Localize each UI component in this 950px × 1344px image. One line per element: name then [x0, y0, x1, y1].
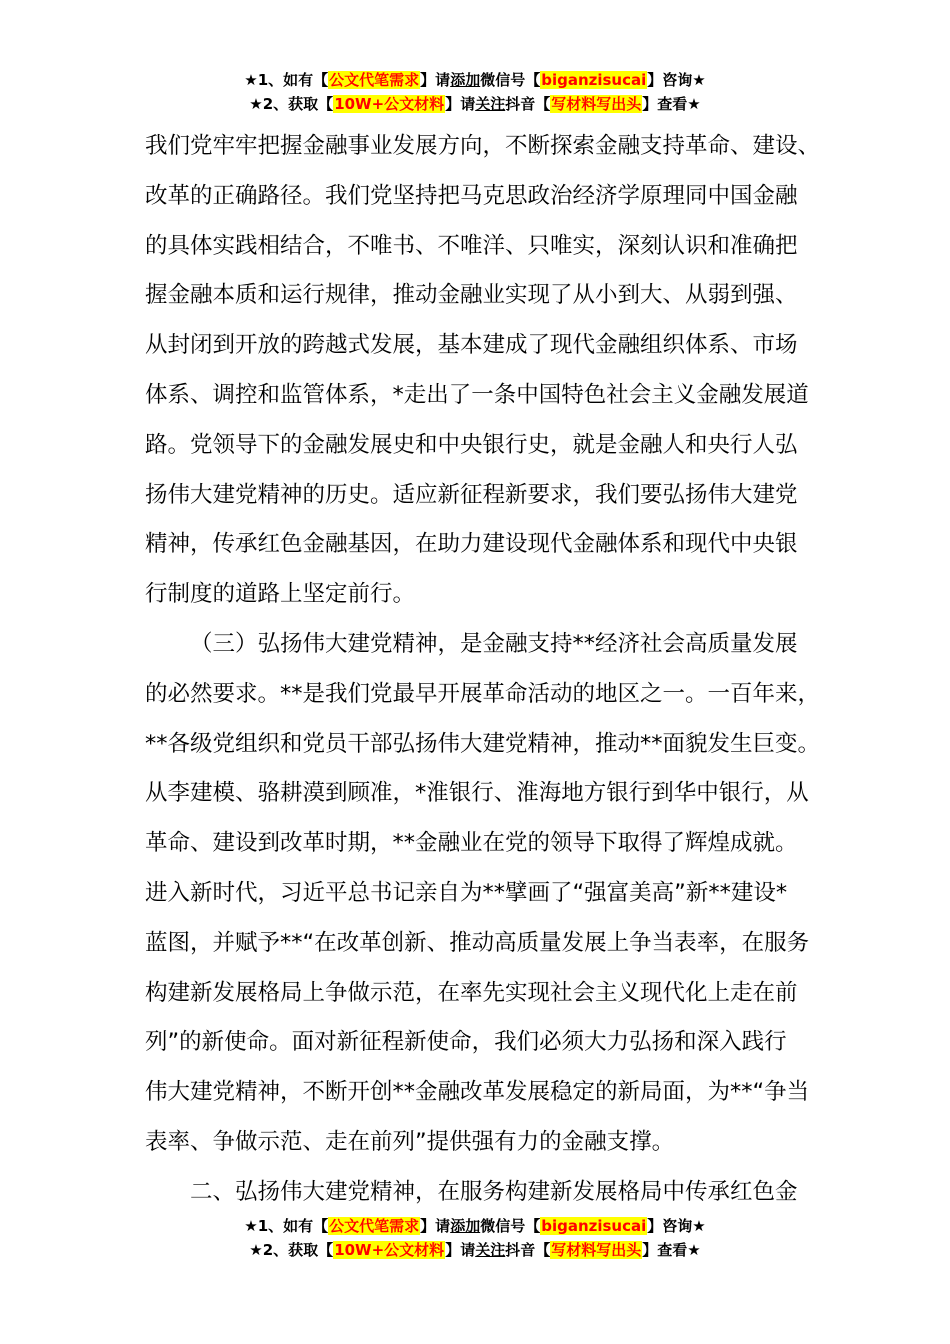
body-line: 的必然要求。**是我们党最早开展革命活动的地区之一。一百年来， [145, 680, 821, 707]
footer-banner [0, 1214, 950, 1262]
body-line: 列”的新使命。面对新征程新使命，我们必须大力弘扬和深入践行 [145, 1029, 787, 1056]
banner-text: 】请 [420, 71, 451, 89]
body-line: 行制度的道路上坚定前行。 [145, 581, 416, 608]
body-line: 握金融本质和运行规律，推动金融业实现了从小到大、从弱到强、 [145, 282, 798, 309]
banner-underlined-text: 关注 [475, 95, 506, 113]
banner-highlight: biganzisucai [541, 71, 647, 89]
banner-text: ★2、获取【 [249, 1241, 334, 1259]
body-line: 改革的正确路径。我们党坚持把马克思政治经济学原理同中国金融 [145, 182, 798, 209]
banner-highlight: 10W+公文材料 [334, 95, 445, 113]
banner-text: 】请 [445, 95, 476, 113]
banner-line-2 [0, 92, 950, 116]
body-line: 革命、建设到改革时期，**金融业在党的领导下取得了辉煌成就。 [145, 830, 798, 857]
banner-underlined-text: 添加 [450, 71, 481, 89]
banner-line-2 [0, 1238, 950, 1262]
banner-text: ★2、获取【 [249, 95, 334, 113]
body-line: 体系、调控和监管体系，*走出了一条中国特色社会主义金融发展道 [145, 381, 809, 408]
section-heading-line: （三）弘扬伟大建党精神，是金融支持**经济社会高质量发展 [190, 630, 798, 657]
body-line: **各级党组织和党员干部弘扬伟大建党精神，推动**面貌发生巨变。 [145, 730, 821, 757]
document-body [145, 122, 825, 1218]
banner-highlight: biganzisucai [541, 1217, 647, 1235]
banner-text: 抖音【 [505, 1241, 551, 1259]
banner-highlight: 公文代笔需求 [329, 1217, 420, 1235]
banner-text: ★1、如有【 [244, 1217, 329, 1235]
header-banner [0, 68, 950, 116]
body-line: 从李建模、骆耕漠到顾准，*淮银行、淮海地方银行到华中银行，从 [145, 780, 809, 807]
banner-text: 微信号【 [480, 1217, 541, 1235]
banner-text: 】请 [420, 1217, 451, 1235]
body-line: 蓝图，并赋予**“在改革创新、推动高质量发展上争当表率，在服务 [145, 929, 810, 956]
banner-line-1 [0, 1214, 950, 1238]
body-line: 精神，传承红色金融基因，在助力建设现代金融体系和现代中央银 [145, 531, 798, 558]
body-line: 扬伟大建党精神的历史。适应新征程新要求，我们要弘扬伟大建党 [145, 481, 798, 508]
banner-text: 】咨询★ [647, 71, 706, 89]
banner-text: 】咨询★ [647, 1217, 706, 1235]
banner-line-1 [0, 68, 950, 92]
banner-highlight: 写材料写出头 [551, 1241, 642, 1259]
body-line: 伟大建党精神，不断开创**金融改革发展稳定的新局面，为**“争当 [145, 1079, 810, 1106]
banner-text: ★1、如有【 [244, 71, 329, 89]
banner-text: 微信号【 [480, 71, 541, 89]
banner-text: 】查看★ [642, 95, 701, 113]
body-line: 构建新发展格局上争做示范，在率先实现社会主义现代化上走在前 [145, 979, 798, 1006]
banner-text: 】请 [445, 1241, 476, 1259]
body-line: 路。党领导下的金融发展史和中央银行史，就是金融人和央行人弘 [145, 431, 798, 458]
banner-underlined-text: 关注 [475, 1241, 506, 1259]
body-line: 从封闭到开放的跨越式发展，基本建成了现代金融组织体系、市场 [145, 332, 798, 359]
banner-text: 抖音【 [505, 95, 551, 113]
body-line: 的具体实践相结合，不唯书、不唯洋、只唯实，深刻认识和准确把 [145, 232, 798, 259]
body-line: 我们党牢牢把握金融事业发展方向，不断探索金融支持革命、建设、 [145, 133, 821, 159]
banner-highlight: 公文代笔需求 [329, 71, 420, 89]
banner-highlight: 写材料写出头 [551, 95, 642, 113]
banner-text: 】查看★ [642, 1241, 701, 1259]
body-line: 表率、争做示范、走在前列”提供强有力的金融支撑。 [145, 1128, 675, 1155]
banner-underlined-text: 添加 [450, 1217, 481, 1235]
banner-highlight: 10W+公文材料 [334, 1241, 445, 1259]
section-heading-line: 二、弘扬伟大建党精神，在服务构建新发展格局中传承红色金 [190, 1178, 798, 1205]
body-line: 进入新时代，习近平总书记亲自为**擘画了“强富美高”新**建设* [145, 879, 788, 906]
